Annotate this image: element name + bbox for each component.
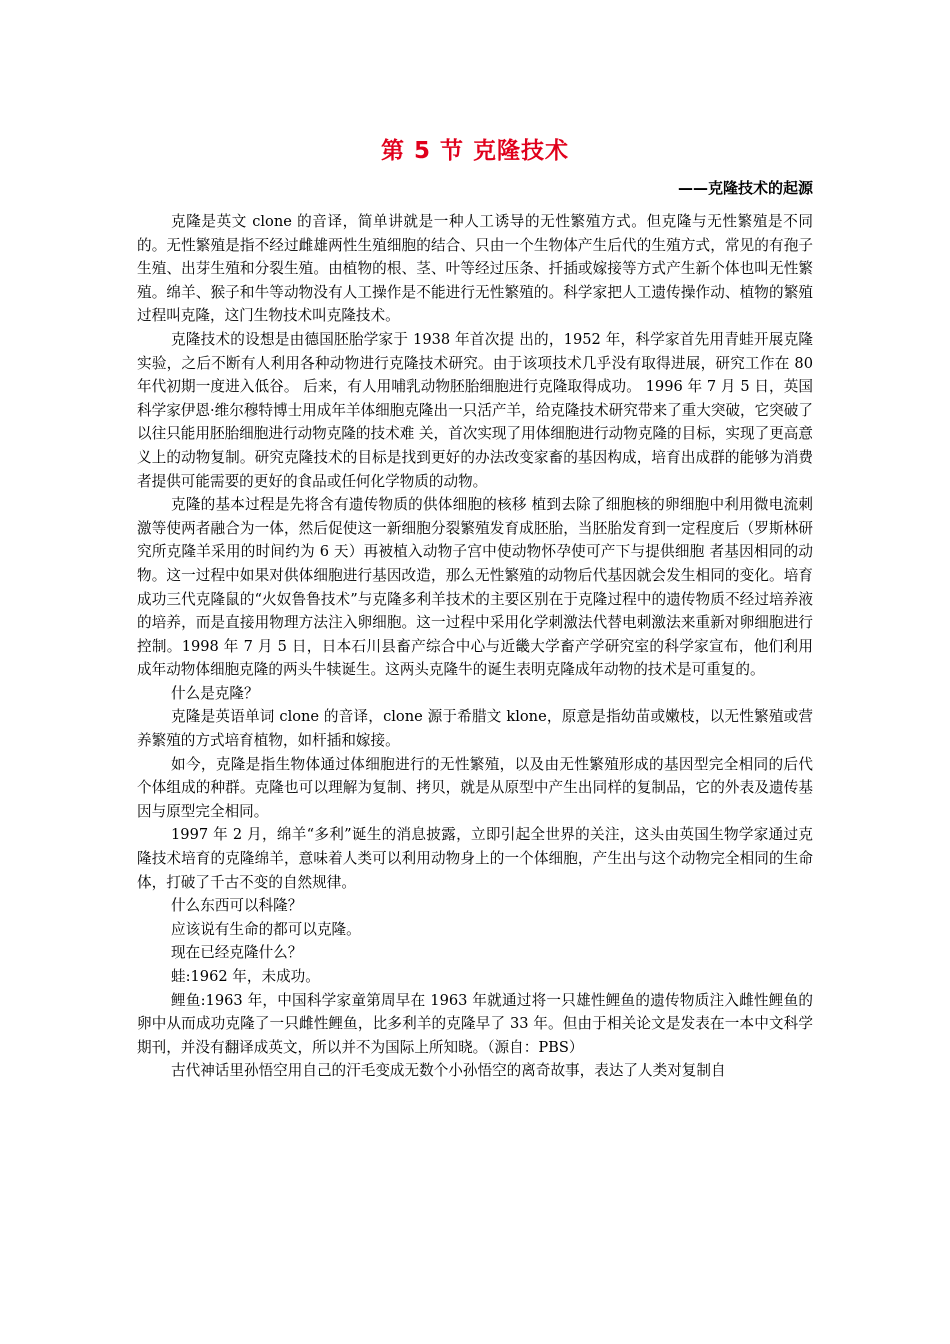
paragraph-8: 什么东西可以科隆？ [171, 897, 303, 915]
paragraph-5: 克隆是英语单词 clone 的音译，clone 源于希腊文 klone，原意是指幼苗或嫩枝，以无性繁殖或营养繁殖的方式培育植物，如杆插和嫁接。 [137, 708, 813, 750]
page-title: 第 5 节 克隆技术 [380, 138, 570, 164]
paragraph-6: 如今，克隆是指生物体通过体细胞进行的无性繁殖，以及由无性繁殖形成的基因型完全相同的后代个体组成的种群。克隆也可以理解为复制、拷贝，就是从原型中产生出同样的复制品，它的外表及遗传基因与原型完全相同。 [137, 755, 813, 820]
document-page [137, 132, 813, 1083]
paragraph-7: 1997 年 2 月，绵羊“多利”诞生的消息披露，立即引起全世界的关注，这头由英国生物学家通过克隆技术培育的克隆绵羊，意味着人类可以利用动物身上的一个体细胞，产生出与这个动物完全相同的生命体，打破了千古不变的自然规律。 [137, 826, 813, 891]
paragraph-2: 克隆技术的设想是由德国胚胎学家于 1938 年首次提 出的，1952 年，科学家首先用青蛙开展克隆实验，之后不断有人利用各种动物进行克隆技术研究。由于该项技术几乎没有取得进展，研究工作在 80 年代初期一度进入低谷。 后来，有人用哺乳动物胚胎细胞进行克隆取得成功。 1996 年 7 月 5 日，英国科学家伊恩·维尔穆特博士用成年羊体细胞克隆出一只活产羊，给克隆技术研究带来了重大突破，它突破了以往只能用胚胎细胞进行动物克隆的技术难 关，首次实现了用体细胞进行动物克隆的目标，实现了更高意义上的动物复制。研究克隆技术的目标是找到更好的办法改变家畜的基因构成，培育出成群的能够为消费者提供可能需要的更好的食品或任何化学物质的动物。 [137, 330, 813, 490]
paragraph-13: 古代神话里孙悟空用自己的汗毛变成无数个小孙悟空的离奇故事，表达了人类对复制自 [171, 1062, 726, 1080]
paragraph-9: 应该说有生命的都可以克隆。 [171, 920, 361, 938]
paragraph-3: 克隆的基本过程是先将含有遗传物质的供体细胞的核移 植到去除了细胞核的卵细胞中利用微电流刺激等使两者融合为一体，然后促使这一新细胞分裂繁殖发育成胚胎，当胚胎发育到一定程度后（罗斯林研究所克隆羊采用的时间约为 6 天）再被植入动物子宫中使动物怀孕使可产下与提供细胞 者基因相同的动物。这一过程中如果对供体细胞进行基因改造，那么无性繁殖的动物后代基因就会发生相同的变化。培育成功三代克隆鼠的“火奴鲁鲁技术”与克隆多利羊技术的主要区别在于克隆过程中的遗传物质不经过培养液的培养，而是直接用物理方法注入卵细胞。这一过程中采用化学刺激法代替电刺激法来重新对卵细胞进行控制。1998 年 7 月 5 日，日本石川县畜产综合中心与近畿大学畜产学研究室的科学家宣布，他们利用成年动物体细胞克隆的两头牛犊诞生。这两头克隆牛的诞生表明克隆成年动物的技术是可重复的。 [137, 496, 813, 679]
paragraph-11: 蛙:1962 年，未成功。 [171, 968, 320, 985]
paragraph-4: 什么是克隆？ [171, 684, 259, 702]
page-subtitle: ——克隆技术的起源 [677, 179, 813, 197]
paragraph-12: 鲤鱼:1963 年，中国科学家童第周早在 1963 年就通过将一只雄性鲤鱼的遗传物质注入雌性鲤鱼的卵中从而成功克隆了一只雌性鲤鱼，比多利羊的克隆早了 33 年。但由于相关论文是发表在一本中文科学期刊，并没有翻译成英文，所以并不为国际上所知晓。（源自：PBS） [137, 991, 813, 1056]
paragraph-10: 现在已经克隆什么？ [171, 944, 303, 962]
document-body [137, 210, 813, 1083]
paragraph-1: 克隆是英文 clone 的音译，简单讲就是一种人工诱导的无性繁殖方式。但克隆与无性繁殖是不同的。无性繁殖是指不经过雌雄两性生殖细胞的结合、只由一个生物体产生后代的生殖方式，常见的有孢子生殖、出芽生殖和分裂生殖。由植物的根、茎、叶等经过压条、扦插或嫁接等方式产生新个体也叫无性繁殖。绵羊、猴子和牛等动物没有人工操作是不能进行无性繁殖的。科学家把人工遗传操作动、植物的繁殖过程叫克隆，这门生物技术叫克隆技术。 [137, 213, 813, 325]
